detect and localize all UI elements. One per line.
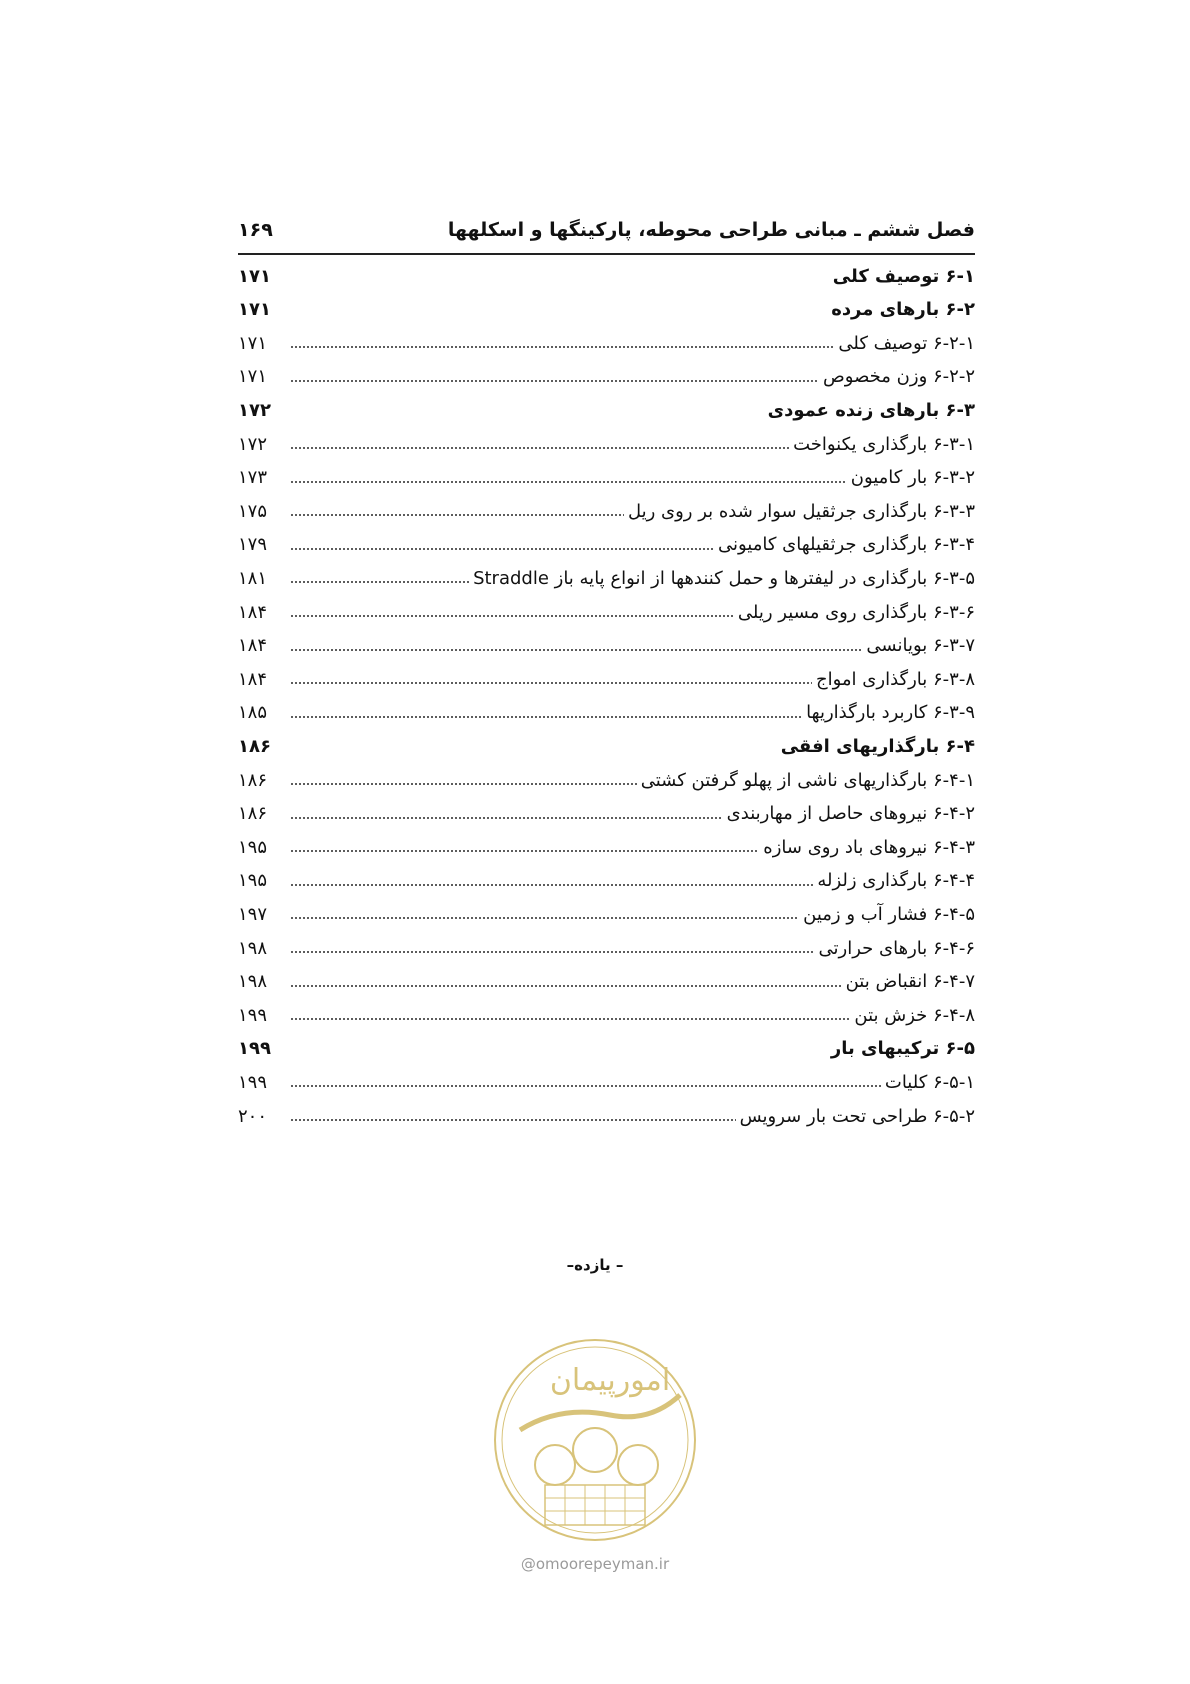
toc-page-number: ۱۹۹ <box>238 1071 268 1093</box>
toc-page-number: ۱۷۱ <box>238 332 268 354</box>
toc-entry-label: ۶-۳-۷ بویانسی <box>866 635 975 657</box>
toc-page-number: ۱۸۴ <box>238 601 268 623</box>
toc-subsection-row[interactable] <box>238 359 975 395</box>
toc-subsection-row[interactable] <box>238 1064 975 1100</box>
toc-dot-leader <box>290 346 834 348</box>
toc-dot-leader <box>290 682 812 684</box>
toc-entry-label: ۶-۴-۲ نیروهای حاصل از مهاربندی <box>726 803 975 825</box>
toc-subsection-row[interactable] <box>238 1098 975 1134</box>
toc-page-number: ۱۷۵ <box>238 500 268 522</box>
toc-page-number: ۱۷۲ <box>238 433 268 455</box>
toc-dot-leader <box>290 1119 736 1121</box>
toc-page-number: ۱۸۶ <box>238 769 268 791</box>
toc-page-number: ۱۸۶ <box>238 803 268 825</box>
toc-subsection-row[interactable] <box>238 527 975 563</box>
toc-page-number: ۲۰۰ <box>238 1105 268 1127</box>
toc-subsection-row[interactable] <box>238 560 975 596</box>
toc-subsection-row[interactable] <box>238 628 975 664</box>
toc-dot-leader <box>290 481 847 483</box>
toc-page-number: ۱۷۹ <box>238 534 268 556</box>
watermark-site: @omoorepeyman.ir <box>520 1555 670 1573</box>
toc-entry-label: ۶-۳-۱ بارگذاری یکنواخت <box>793 433 975 455</box>
toc-entry-label: ۶-۳ بارهای زنده عمودی <box>767 399 975 421</box>
toc-subsection-row[interactable] <box>238 661 975 697</box>
toc-dot-leader <box>290 850 759 852</box>
toc-page-number: ۱۸۴ <box>238 635 268 657</box>
toc-entry-label: ۶-۲-۱ توصیف کلی <box>838 332 975 354</box>
toc-subsection-row[interactable] <box>238 762 975 798</box>
toc-page-number: ۱۹۵ <box>238 836 268 858</box>
toc-subsection-row[interactable] <box>238 695 975 731</box>
toc-subsection-row[interactable] <box>238 426 975 462</box>
toc-entry-label: ۶-۳-۸ بارگذاری امواج <box>816 668 975 690</box>
toc-dot-leader <box>290 716 802 718</box>
toc-page-number: ۱۹۸ <box>238 937 268 959</box>
toc-entry-label: ۶-۵ ترکیبهای بار <box>830 1038 975 1060</box>
toc-entry-label: ۶-۲-۲ وزن مخصوص <box>823 366 975 388</box>
toc-dot-leader <box>290 514 624 516</box>
toc-page-number: ۱۷۳ <box>238 467 268 489</box>
toc-page-number: ۱۷۱ <box>238 299 271 321</box>
watermark-logo <box>490 1335 700 1545</box>
toc-subsection-row[interactable] <box>238 863 975 899</box>
toc-entry-label: ۶-۴ بارگذاریهای افقی <box>780 735 975 757</box>
toc-page-number: ۱۷۱ <box>238 265 271 287</box>
toc-subsection-row[interactable] <box>238 493 975 529</box>
toc-entry-label: ۶-۴-۸ خزش بتن <box>854 1004 975 1026</box>
toc-dot-leader <box>290 447 789 449</box>
toc-subsection-row[interactable] <box>238 964 975 1000</box>
svg-text:امورپیمان: امورپیمان <box>549 1363 671 1398</box>
toc-subsection-row[interactable] <box>238 829 975 865</box>
toc-page-number: ۱۷۲ <box>238 399 271 421</box>
chapter-title: فصل ششم ـ مبانی طراحی محوطه، پارکینگها و اسکلهها <box>447 219 975 241</box>
toc-dot-leader <box>290 817 723 819</box>
toc-dot-leader <box>290 783 637 785</box>
toc-entry-label: ۶-۳-۹ کاربرد بارگذاریها <box>806 702 975 724</box>
toc-page-number: ۱۹۵ <box>238 870 268 892</box>
toc-dot-leader <box>290 380 819 382</box>
toc-subsection-row[interactable] <box>238 896 975 932</box>
toc-entry-label: ۶-۴-۶ بارهای حرارتی <box>818 937 975 959</box>
toc-page-number: ۱۷۱ <box>238 366 268 388</box>
toc-section-row[interactable] <box>238 292 975 328</box>
toc-entry-label: ۶-۳-۲ بار کامیون <box>850 467 975 489</box>
toc-dot-leader <box>290 1085 881 1087</box>
toc-entry-label: ۶-۳-۴ بارگذاری جرثقیلهای کامیونی <box>717 534 975 556</box>
header-page-number: ۱۶۹ <box>238 219 273 241</box>
toc-dot-leader <box>290 985 842 987</box>
running-header <box>238 213 975 255</box>
toc-page-number: ۱۸۵ <box>238 702 268 724</box>
toc-page-number: ۱۹۹ <box>238 1038 271 1060</box>
toc-entry-label: ۶-۱ توصیف کلی <box>832 265 975 287</box>
toc-entry-label: ۶-۳-۳ بارگذاری جرثقیل سوار شده بر روی ریل <box>627 500 975 522</box>
toc-page-number: ۱۸۴ <box>238 668 268 690</box>
toc-subsection-row[interactable] <box>238 997 975 1033</box>
toc-section-row[interactable] <box>238 728 975 764</box>
toc-entry-label: ۶-۴-۱ بارگذاریهای ناشی از پهلو گرفتن کشتی <box>640 769 975 791</box>
toc-entry-label: ۶-۳-۵ بارگذاری در لیفترها و حمل کنندهها از انواع پایه باز Straddle <box>473 567 975 589</box>
toc-dot-leader <box>290 917 799 919</box>
toc-entry-label: ۶-۴-۳ نیروهای باد روی سازه <box>763 836 975 858</box>
toc-dot-leader <box>290 615 734 617</box>
toc-subsection-row[interactable] <box>238 325 975 361</box>
toc-dot-leader <box>290 951 815 953</box>
toc-page-number: ۱۸۱ <box>238 567 268 589</box>
toc-entry-label: ۶-۵-۱ کلیات <box>884 1071 975 1093</box>
toc-dot-leader <box>290 548 714 550</box>
toc-subsection-row[interactable] <box>238 594 975 630</box>
toc-subsection-row[interactable] <box>238 460 975 496</box>
toc-dot-leader <box>290 1018 850 1020</box>
toc-section-row[interactable] <box>238 1031 975 1067</box>
toc-dot-leader <box>290 884 813 886</box>
toc-page-number: ۱۹۷ <box>238 903 268 925</box>
toc-section-row[interactable] <box>238 258 975 294</box>
toc-entry-label: ۶-۵-۲ طراحی تحت بار سرویس <box>739 1105 975 1127</box>
toc-page-number: ۱۹۹ <box>238 1004 268 1026</box>
toc-subsection-row[interactable] <box>238 796 975 832</box>
toc-dot-leader <box>290 649 862 651</box>
toc-page-number: ۱۸۶ <box>238 735 271 757</box>
toc-entry-label: ۶-۴-۴ بارگذاری زلزله <box>817 870 975 892</box>
toc-entry-label: ۶-۳-۶ بارگذاری روی مسیر ریلی <box>737 601 975 623</box>
toc-section-row[interactable] <box>238 392 975 428</box>
toc-dot-leader <box>290 581 469 583</box>
toc-page-number: ۱۹۸ <box>238 971 268 993</box>
toc-entry-label: ۶-۲ بارهای مرده <box>831 299 975 321</box>
toc-entry-label: ۶-۴-۷ انقباض بتن <box>845 971 975 993</box>
toc-entry-label: ۶-۴-۵ فشار آب و زمین <box>803 903 975 925</box>
toc-subsection-row[interactable] <box>238 930 975 966</box>
page-footer: – یازده– <box>566 1256 624 1274</box>
